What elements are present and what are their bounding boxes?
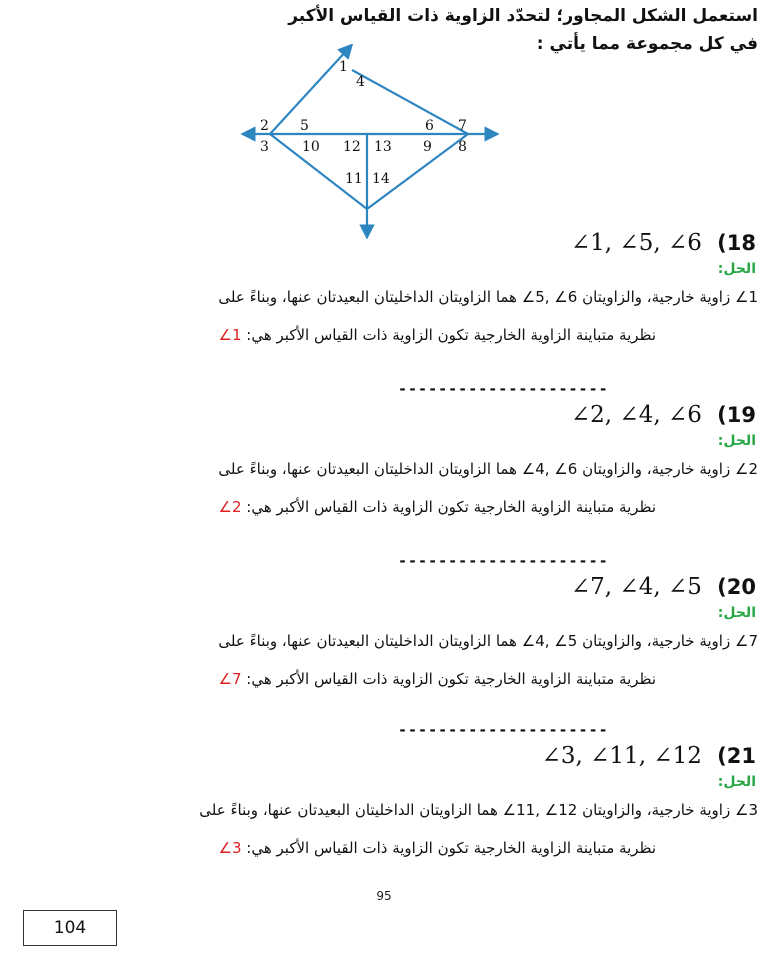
solution-line-2: [0, 668, 768, 690]
solution-line-2: [0, 496, 768, 518]
solution-line-1: [0, 286, 768, 308]
angle-label: 9: [423, 139, 432, 155]
theorem-text: نظرية متباينة الزاوية الخارجية تكون الزاوية ذات القياس الأكبر هي:: [246, 326, 656, 344]
angle-label: 3: [260, 139, 269, 155]
solution-label: الحل:: [717, 774, 756, 790]
interior-pair: 12∠ ,11∠: [502, 801, 578, 819]
angle-label: 11: [345, 171, 363, 187]
page-number-box: 104: [23, 910, 117, 946]
angle-label: 14: [372, 171, 390, 187]
problem-number: (19: [717, 403, 756, 427]
angle-label: 5: [300, 118, 309, 134]
solution-line-1: [0, 630, 768, 652]
solution-label: الحل:: [717, 605, 756, 621]
angle-label: 12: [343, 139, 361, 155]
solution-line-2: [0, 324, 768, 346]
theorem-text: نظرية متباينة الزاوية الخارجية تكون الزاوية ذات القياس الأكبر هي:: [246, 498, 656, 516]
solution-line-1: [0, 458, 768, 480]
theorem-text: نظرية متباينة الزاوية الخارجية تكون الزاوية ذات القياس الأكبر هي:: [246, 839, 656, 857]
interior-pair: 6∠ ,4∠: [521, 460, 578, 478]
answer: 3∠: [218, 839, 242, 857]
problem-18: [0, 228, 768, 346]
angle-label: 2: [260, 118, 269, 134]
angle-label: 6: [425, 118, 434, 134]
exterior-text: زاوية خارجية، والزاويتان: [582, 632, 731, 650]
interior-text: هما الزاويتان الداخليتان البعيدتان عنها، وبناءً على: [218, 632, 517, 650]
exterior-angle: 1∠: [735, 288, 758, 306]
angle-label: 13: [374, 139, 392, 155]
exterior-angle: 3∠: [735, 801, 758, 819]
angle-label: 7: [458, 118, 467, 134]
interior-pair: 6∠ ,5∠: [521, 288, 578, 306]
solution-label: الحل:: [717, 433, 756, 449]
interior-text: هما الزاويتان الداخليتان البعيدتان عنها، وبناءً على: [199, 801, 498, 819]
angle-label: 8: [458, 139, 467, 155]
answer: 1∠: [218, 326, 242, 344]
triangle-figure: [240, 44, 500, 239]
answer: 7∠: [218, 670, 242, 688]
interior-text: هما الزاويتان الداخليتان البعيدتان عنها، وبناءً على: [218, 460, 517, 478]
problem-header: [0, 741, 768, 771]
interior-text: هما الزاويتان الداخليتان البعيدتان عنها، وبناءً على: [218, 288, 517, 306]
problem-20: [0, 572, 768, 690]
angle-label: 10: [302, 139, 320, 155]
exterior-text: زاوية خارجية، والزاويتان: [582, 288, 731, 306]
solution-label: الحل:: [717, 261, 756, 277]
intro-line-1: استعمل الشكل المجاور؛ لتحدّد الزاوية ذات القياس الأكبر: [288, 6, 758, 26]
triangle-diagram: [240, 44, 500, 239]
angle-label: 1: [339, 59, 348, 75]
divider: ---------------------: [398, 553, 609, 569]
problem-number: (21: [717, 744, 756, 768]
problem-expression: ∠3, ∠11, ∠12: [541, 743, 702, 769]
interior-pair: 5∠ ,4∠: [521, 632, 578, 650]
exterior-angle: 2∠: [735, 460, 758, 478]
divider: ---------------------: [398, 381, 609, 397]
angle-label: 4: [356, 74, 365, 90]
divider: ---------------------: [398, 722, 609, 738]
theorem-text: نظرية متباينة الزاوية الخارجية تكون الزاوية ذات القياس الأكبر هي:: [246, 670, 656, 688]
left-upper-ray: [270, 49, 348, 134]
solution-line-2: [0, 837, 768, 859]
problem-19: [0, 400, 768, 518]
right-upper-segment: [352, 70, 468, 134]
problem-header: [0, 400, 768, 430]
page-number-center: 95: [376, 889, 392, 903]
problem-expression: ∠1, ∠5, ∠6: [570, 230, 702, 256]
problem-21: [0, 741, 768, 859]
problem-expression: ∠7, ∠4, ∠5: [570, 574, 702, 600]
exterior-text: زاوية خارجية، والزاويتان: [582, 460, 731, 478]
solution-line-1: [0, 799, 768, 821]
exterior-text: زاوية خارجية، والزاويتان: [582, 801, 731, 819]
answer: 2∠: [218, 498, 242, 516]
exterior-angle: 7∠: [735, 632, 758, 650]
problem-number: (18: [717, 231, 756, 255]
problem-header: [0, 228, 768, 258]
problem-header: [0, 572, 768, 602]
problem-number: (20: [717, 575, 756, 599]
problem-expression: ∠2, ∠4, ∠6: [570, 402, 702, 428]
intro-line-2: في كل مجموعة مما يأتي :: [536, 34, 758, 54]
